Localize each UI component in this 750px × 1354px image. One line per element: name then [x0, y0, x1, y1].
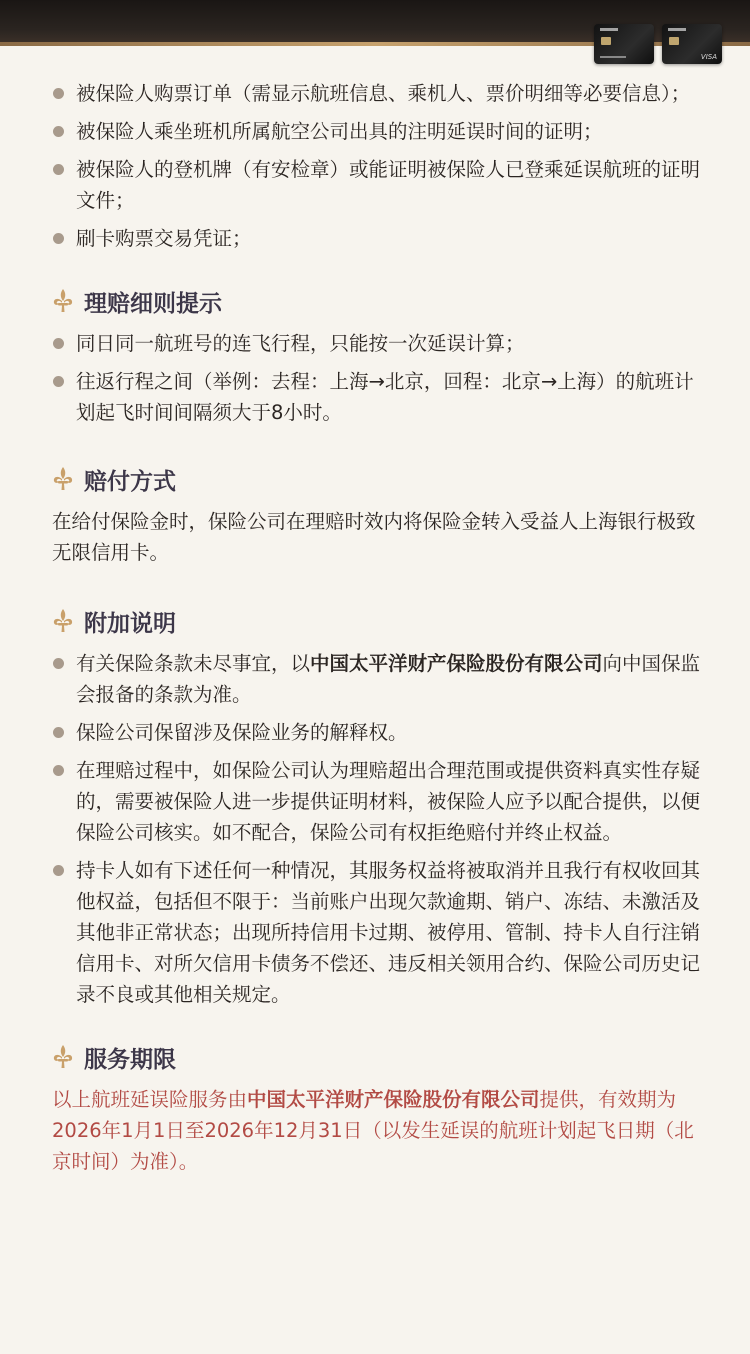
- section-title-payment: 赔付方式: [52, 462, 702, 496]
- content: [52, 78, 702, 1177]
- bullet-icon: [53, 338, 64, 349]
- list-item: 有关保险条款未尽事宜，以中国太平洋财产保险股份有限公司向中国保监会报备的条款为准。: [52, 648, 702, 710]
- additional-notes-list: [52, 648, 702, 1010]
- credit-card-image: [594, 24, 654, 64]
- fleur-de-lis-icon: [52, 288, 74, 314]
- bullet-icon: [53, 727, 64, 738]
- list-item: 被保险人的登机牌（有安检章）或能证明被保险人已登乘延误航班的证明文件；: [52, 154, 702, 216]
- bullet-icon: [53, 658, 64, 669]
- list-item: 被保险人购票订单（需显示航班信息、乘机人、票价明细等必要信息）；: [52, 78, 702, 109]
- list-item: 往返行程之间（举例：去程：上海→北京，回程：北京→上海）的航班计划起飞时间间隔须大于8小时。: [52, 366, 702, 428]
- bullet-icon: [53, 88, 64, 99]
- bullet-icon: [53, 164, 64, 175]
- fleur-de-lis-icon: [52, 1044, 74, 1070]
- claim-rules-list: [52, 328, 702, 428]
- list-item: 在理赔过程中，如保险公司认为理赔超出合理范围或提供资料真实性存疑的，需要被保险人进一步提供证明材料，被保险人应予以配合提供，以便保险公司核实。如不配合，保险公司有权拒绝赔付并终止权益。: [52, 755, 702, 848]
- bullet-icon: [53, 376, 64, 387]
- credit-card-images: [594, 24, 722, 64]
- section-title-claim-rules: 理赔细则提示: [52, 284, 702, 318]
- insurer-name: 中国太平洋财产保险股份有限公司: [247, 1088, 540, 1111]
- bullet-icon: [53, 765, 64, 776]
- insurer-name: 中国太平洋财产保险股份有限公司: [310, 652, 603, 675]
- list-item: 同日同一航班号的连飞行程，只能按一次延误计算；: [52, 328, 702, 359]
- credit-card-image: [662, 24, 722, 64]
- section-title-service-period: 服务期限: [52, 1040, 702, 1074]
- list-item: 保险公司保留涉及保险业务的解释权。: [52, 717, 702, 748]
- payment-text: 在给付保险金时，保险公司在理赔时效内将保险金转入受益人上海银行极致无限信用卡。: [52, 510, 696, 564]
- list-item: 持卡人如有下述任何一种情况，其服务权益将被取消并且我行有权收回其他权益，包括但不限于：当前账户出现欠款逾期、销户、冻结、未激活及其他非正常状态；出现所持信用卡过期、被停用、管制、持卡人自行注销信用卡、对所欠信用卡债务不偿还、违反相关领用合约、保险公司历史记录不良或其他相关规定。: [52, 855, 702, 1010]
- fleur-de-lis-icon: [52, 608, 74, 634]
- section-title-additional: 附加说明: [52, 604, 702, 638]
- visa-mark: VISA: [700, 53, 717, 61]
- bullet-icon: [53, 233, 64, 244]
- fleur-de-lis-icon: [52, 466, 74, 492]
- service-period-text: 以上航班延误险服务由中国太平洋财产保险股份有限公司提供，有效期为2026年1月1日至2026年12月31日（以发生延误的航班计划起飞日期（北京时间）为准）。: [52, 1088, 694, 1173]
- bullet-icon: [53, 865, 64, 876]
- list-item: 被保险人乘坐班机所属航空公司出具的注明延误时间的证明；: [52, 116, 702, 147]
- list-item: 刷卡购票交易凭证；: [52, 223, 702, 254]
- required-documents-list: [52, 78, 702, 254]
- bullet-icon: [53, 126, 64, 137]
